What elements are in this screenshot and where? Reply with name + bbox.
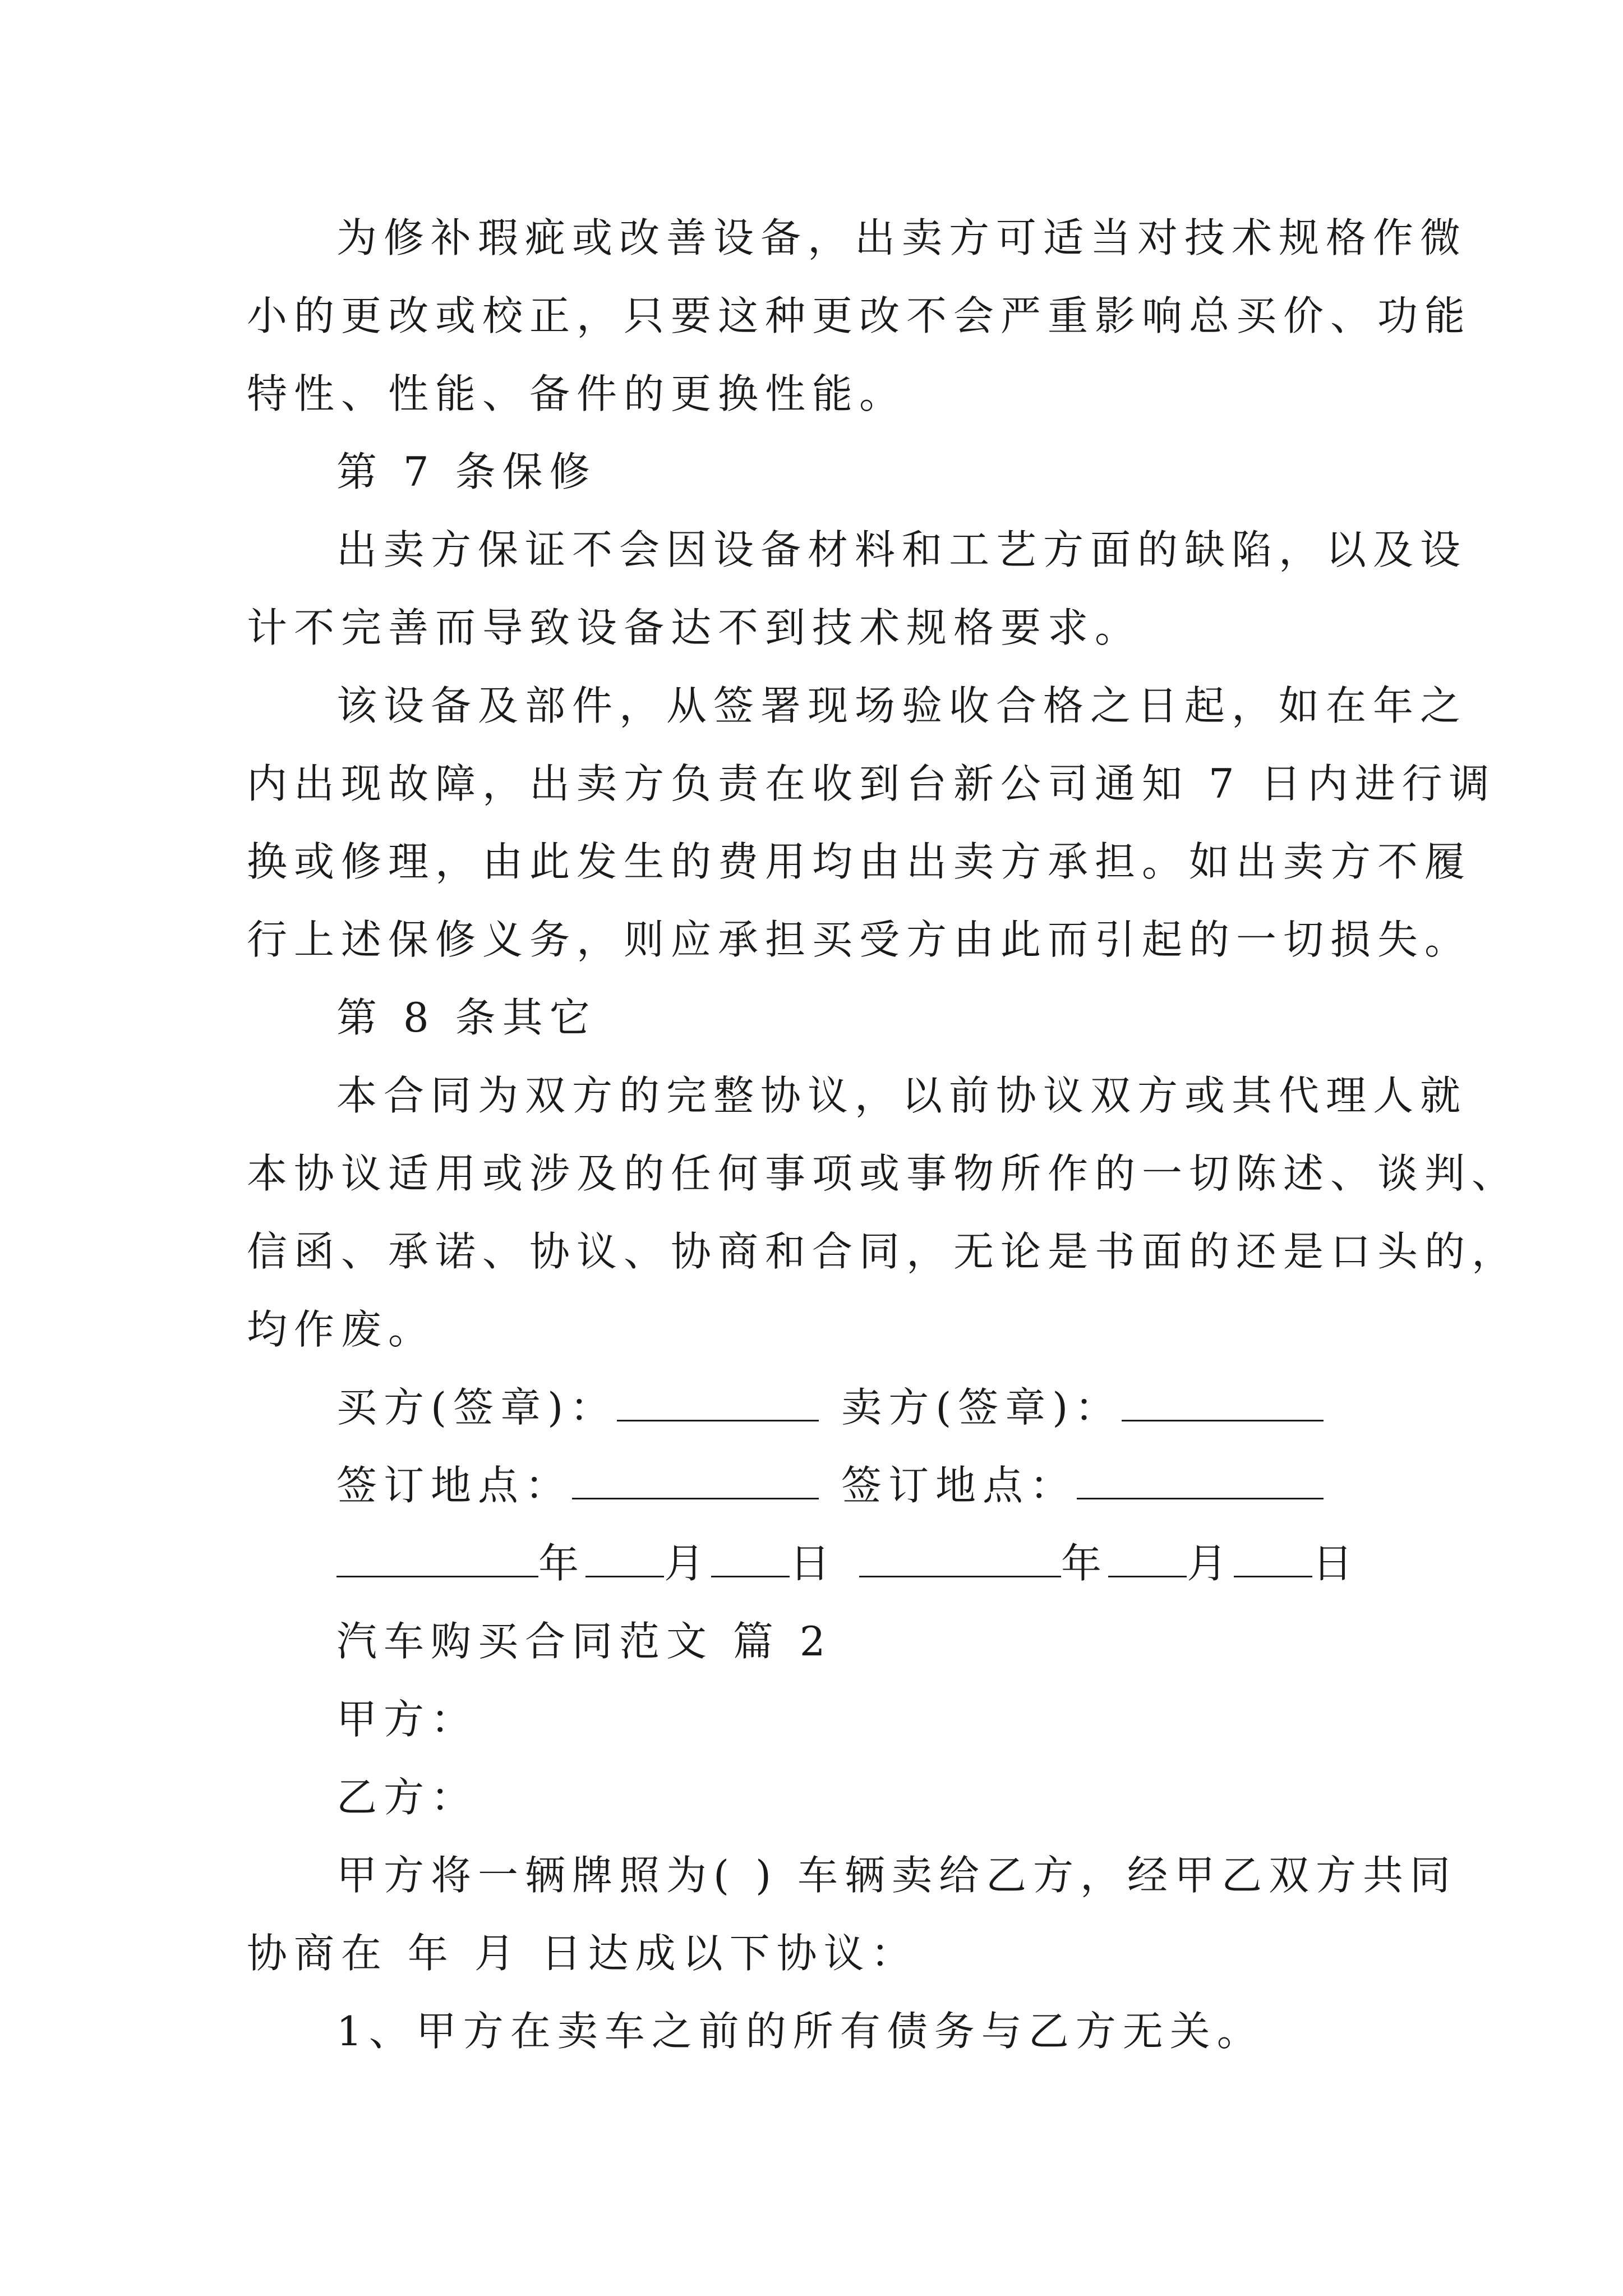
signing-place-line [247,1447,1391,1525]
paragraph-line: 内出现故障，出卖方负责在收到台新公司通知 7 日内进行调 [247,760,1496,807]
signing-date-line [247,1525,1391,1603]
signing-place-blank [572,1464,819,1499]
paragraph-line: 计不完善而导致设备达不到技术规格要求。 [247,604,1142,651]
party-a-label: 甲方： [336,1696,478,1743]
month-label: 月 [664,1540,712,1587]
buyer-signature-label: 买方(签章)： [336,1384,617,1431]
paragraph-line: 甲方将一辆牌照为( ) 车辆卖给乙方，经甲乙双方共同 [336,1852,1457,1899]
paragraph-line: 本协议适用或涉及的任何事项或事物所作的一切陈述、谈判、 [247,1150,1519,1197]
paragraph-line: 该设备及部件，从签署现场验收合格之日起，如在年之 [336,682,1468,729]
paragraph-line: 小的更改或校正，只要这种更改不会严重影响总买价、功能 [247,292,1472,339]
paragraph-line: 协商在 年 月 日达成以下协议： [247,1930,918,1977]
paragraph-line: 特性、性能、备件的更换性能。 [247,370,907,417]
party-b-label: 乙方： [336,1774,478,1821]
paragraph-line: 换或修理，由此发生的费用均由出卖方承担。如出卖方不履 [247,838,1472,885]
signing-place-label: 签订地点： [336,1462,573,1509]
document-body [247,199,1519,2070]
section-title: 汽车购买合同范文 篇 2 [336,1618,832,1665]
seller-signature-label: 卖方(签章)： [841,1384,1122,1431]
article-heading: 第 8 条其它 [336,994,597,1041]
day-label: 日 [790,1540,837,1587]
month-label: 月 [1187,1540,1234,1587]
signature-line [247,1369,1391,1447]
day-label: 日 [1312,1540,1360,1587]
day-blank [711,1542,790,1577]
day-blank [1234,1542,1312,1577]
month-blank [585,1542,664,1577]
signing-place-label: 签订地点： [841,1462,1077,1509]
year-label: 年 [538,1540,586,1587]
seller-signature-blank [1122,1386,1324,1421]
article-heading: 第 7 条保修 [336,448,597,495]
paragraph-line: 行上述保修义务，则应承担买受方由此而引起的一切损失。 [247,916,1472,963]
paragraph-line: 本合同为双方的完整协议，以前协议双方或其代理人就 [336,1072,1468,1119]
year-blank [859,1542,1061,1577]
paragraph-line: 出卖方保证不会因设备材料和工艺方面的缺陷，以及设 [336,526,1468,573]
buyer-signature-blank [617,1386,819,1421]
paragraph-line: 为修补瑕疵或改善设备，出卖方可适当对技术规格作微 [336,214,1468,261]
paragraph-line: 信函、承诺、协议、协商和合同，无论是书面的还是口头的， [247,1228,1519,1275]
list-item: 1、甲方在卖车之前的所有债务与乙方无关。 [336,2008,1264,2055]
paragraph-line: 均作废。 [247,1306,436,1353]
year-blank [336,1542,538,1577]
year-label: 年 [1061,1540,1109,1587]
signing-place-blank [1077,1464,1324,1499]
month-blank [1108,1542,1187,1577]
